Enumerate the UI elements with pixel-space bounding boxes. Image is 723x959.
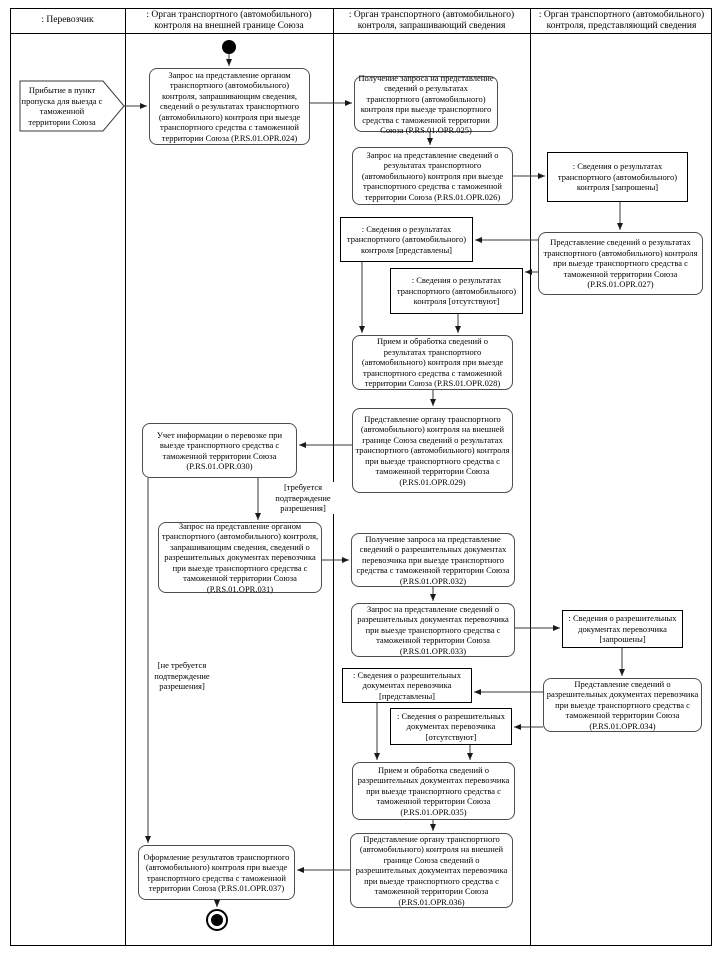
activity-opr024: Запрос на представление органом транспортного (автомобильного) контроля, запрашивающим сведения, сведений о результатах транспортного (автомобильного) контроля при выезде транспортного средства с таможенной территории Союза (P.RS.01.OPR.024) xyxy=(149,68,310,145)
object-permits-absent: : Сведения о разрешительных документах перевозчика [отсутствуют] xyxy=(390,708,512,745)
activity-opr033: Запрос на представление сведений о разрешительных документах перевозчика при выезде транспортного средства с таможенной территории Союза (P.RS.01.OPR.033) xyxy=(351,603,515,657)
object-results-requested: : Сведения о результатах транспортного (автомобильного) контроля [запрошены] xyxy=(547,152,688,202)
final-node xyxy=(206,909,228,931)
guard-permission-not-required: [не требуется подтверждение разрешения] xyxy=(150,660,214,692)
activity-opr032: Получение запроса на представление сведений о разрешительных документах перевозчика при выезде транспортного средства с таможенной территории Союза (P.RS.01.OPR.032) xyxy=(351,533,515,587)
activity-opr034: Представление сведений о разрешительных документах перевозчика при выезде транспортного средства с таможенной территории Союза (P.RS.01.OPR.034) xyxy=(543,678,702,732)
activity-opr026: Запрос на представление сведений о результатах транспортного (автомобильного) контроля при выезде транспортного средства с таможенной территории Союза (P.RS.01.OPR.026) xyxy=(352,147,513,205)
object-results-absent: : Сведения о результатах транспортного (автомобильного) контроля [отсутствуют] xyxy=(390,268,523,314)
guard-permission-required: [требуется подтверждение разрешения] xyxy=(268,482,338,514)
final-node-dot xyxy=(211,914,223,926)
object-permits-provided: : Сведения о разрешительных документах перевозчика [представлены] xyxy=(342,668,472,703)
activity-opr030: Учет информации о перевозке при выезде транспортного средства с таможенной территории Союза (P.RS.01.OPR.030) xyxy=(142,423,297,478)
activity-opr028: Прием и обработка сведений о результатах транспортного (автомобильного) контроля при выезде транспортного средства с таможенной территории Союза (P.RS.01.OPR.028) xyxy=(352,335,513,390)
activity-opr031: Запрос на представление органом транспортного (автомобильного) контроля, запрашивающим сведения, сведений о разрешительных документах перевозчика при выезде транспортного средства с таможенной территории Союза (P.RS.01.OPR.031) xyxy=(158,522,322,593)
lane-title-requesting-authority: : Орган транспортного (автомобильного) контроля, запрашивающий сведения xyxy=(348,9,515,31)
lane-title-carrier: : Перевозчик xyxy=(41,15,94,26)
object-results-provided: : Сведения о результатах транспортного (автомобильного) контроля [представлены] xyxy=(340,217,473,262)
signal-arrival: Прибытие в пункт пропуска для выезда с таможенной территории Союза xyxy=(21,85,103,127)
lane-title-border-authority: : Орган транспортного (автомобильного) контроля на внешней границе Союза xyxy=(146,9,312,31)
activity-opr035: Прием и обработка сведений о разрешительных документах перевозчика при выезде транспортного средства с таможенной территории Союза (P.RS.01.OPR.035) xyxy=(352,762,515,820)
activity-opr025: Получение запроса на представление сведений о результатах транспортного (автомобильного) контроля при выезде транспортного средства с таможенной территории Союза (P.RS.01.OPR.025) xyxy=(354,76,498,132)
activity-opr037: Оформление результатов транспортного (автомобильного) контроля при выезде транспортного средства с таможенной территории Союза (P.RS.01.OPR.037) xyxy=(138,845,295,900)
activity-opr027: Представление сведений о результатах транспортного (автомобильного) контроля при выезде транспортного средства с таможенной территории Союза (P.RS.01.OPR.027) xyxy=(538,232,703,295)
lane-title-providing-authority: : Орган транспортного (автомобильного) контроля, представляющий сведения xyxy=(538,9,705,31)
activity-opr029: Представление органу транспортного (автомобильного) контроля на внешней границе Союза сведений о результатах транспортного (автомобильного) контроля при выезде транспортного средства с таможенной территории Союза (P.RS.01.OPR.029) xyxy=(352,408,513,493)
object-permits-requested: : Сведения о разрешительных документах перевозчика [запрошены] xyxy=(562,610,683,648)
activity-opr036: Представление органу транспортного (автомобильного) контроля на внешней границе Союза сведений о разрешительных документах перевозчика при выезде транспортного средства с таможенной территории Союза (P.RS.01.OPR.036) xyxy=(350,833,513,908)
start-node xyxy=(222,40,236,54)
